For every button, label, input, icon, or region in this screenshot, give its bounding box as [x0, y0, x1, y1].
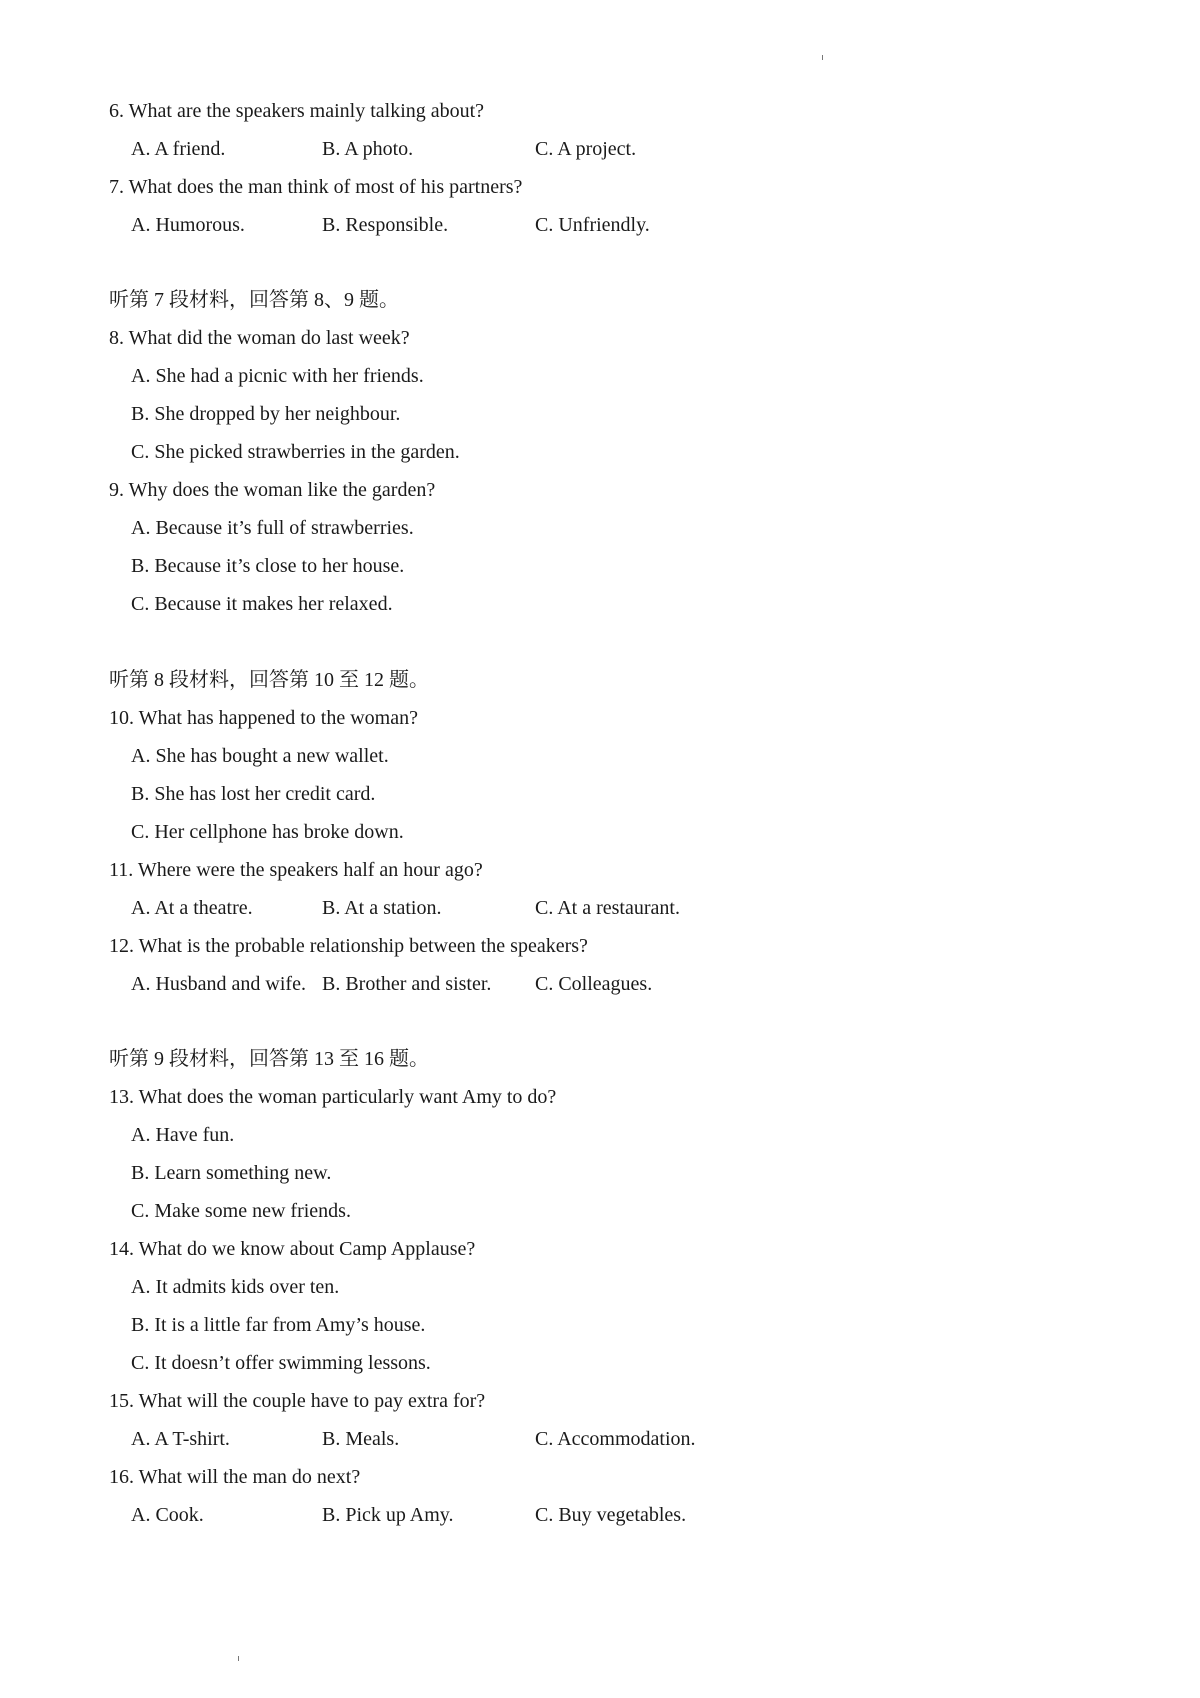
question-11-option-a: A. At a theatre. — [131, 897, 253, 919]
question-12-stem: 12. What is the probable relationship between the speakers? — [109, 935, 588, 957]
question-13-option-a: A. Have fun. — [131, 1124, 235, 1146]
question-9-option-b: B. Because it’s close to her house. — [131, 555, 405, 577]
question-10-option-b: B. She has lost her credit card. — [131, 783, 376, 805]
question-15-stem: 15. What will the couple have to pay extra for? — [109, 1390, 486, 1412]
question-9-stem: 9. Why does the woman like the garden? — [109, 479, 436, 501]
question-16-option-b: B. Pick up Amy. — [322, 1504, 454, 1526]
question-9-option-a: A. Because it’s full of strawberries. — [131, 517, 414, 539]
question-14-option-c: C. It doesn’t offer swimming lessons. — [131, 1352, 431, 1374]
question-7-stem: 7. What does the man think of most of his partners? — [109, 176, 523, 198]
section-7-heading: 听第 7 段材料，回答第 8、9 题。 — [109, 289, 399, 311]
question-10-stem: 10. What has happened to the woman? — [109, 707, 418, 729]
question-15-option-c: C. Accommodation. — [535, 1428, 696, 1450]
question-7-option-a: A. Humorous. — [131, 214, 245, 236]
question-6-stem: 6. What are the speakers mainly talking about? — [109, 100, 485, 122]
question-10-option-a: A. She has bought a new wallet. — [131, 745, 389, 767]
question-14-option-b: B. It is a little far from Amy’s house. — [131, 1314, 426, 1336]
question-6-option-a: A. A friend. — [131, 138, 226, 160]
question-11-stem: 11. Where were the speakers half an hour ago? — [109, 859, 483, 881]
section-9-heading: 听第 9 段材料，回答第 13 至 16 题。 — [109, 1048, 429, 1070]
question-12-option-b: B. Brother and sister. — [322, 973, 492, 995]
question-14-stem: 14. What do we know about Camp Applause? — [109, 1238, 476, 1260]
question-16-option-c: C. Buy vegetables. — [535, 1504, 687, 1526]
question-9-option-c: C. Because it makes her relaxed. — [131, 593, 393, 615]
question-8-option-a: A. She had a picnic with her friends. — [131, 365, 424, 387]
question-16-stem: 16. What will the man do next? — [109, 1466, 361, 1488]
question-12-option-c: C. Colleagues. — [535, 973, 653, 995]
question-11-option-b: B. At a station. — [322, 897, 442, 919]
question-6-option-c: C. A project. — [535, 138, 637, 160]
question-7-option-b: B. Responsible. — [322, 214, 449, 236]
question-12-option-a: A. Husband and wife. — [131, 973, 306, 995]
question-6-option-b: B. A photo. — [322, 138, 414, 160]
question-15-option-a: A. A T-shirt. — [131, 1428, 230, 1450]
scan-speck — [822, 55, 823, 60]
section-8-heading: 听第 8 段材料，回答第 10 至 12 题。 — [109, 669, 429, 691]
question-8-stem: 8. What did the woman do last week? — [109, 327, 410, 349]
question-11-option-c: C. At a restaurant. — [535, 897, 680, 919]
question-16-option-a: A. Cook. — [131, 1504, 204, 1526]
question-8-option-b: B. She dropped by her neighbour. — [131, 403, 401, 425]
question-14-option-a: A. It admits kids over ten. — [131, 1276, 340, 1298]
scan-speck — [238, 1656, 239, 1661]
question-15-option-b: B. Meals. — [322, 1428, 400, 1450]
question-10-option-c: C. Her cellphone has broke down. — [131, 821, 404, 843]
question-8-option-c: C. She picked strawberries in the garden. — [131, 441, 460, 463]
question-7-option-c: C. Unfriendly. — [535, 214, 650, 236]
question-13-option-b: B. Learn something new. — [131, 1162, 332, 1184]
question-13-stem: 13. What does the woman particularly want Amy to do? — [109, 1086, 557, 1108]
question-13-option-c: C. Make some new friends. — [131, 1200, 351, 1222]
